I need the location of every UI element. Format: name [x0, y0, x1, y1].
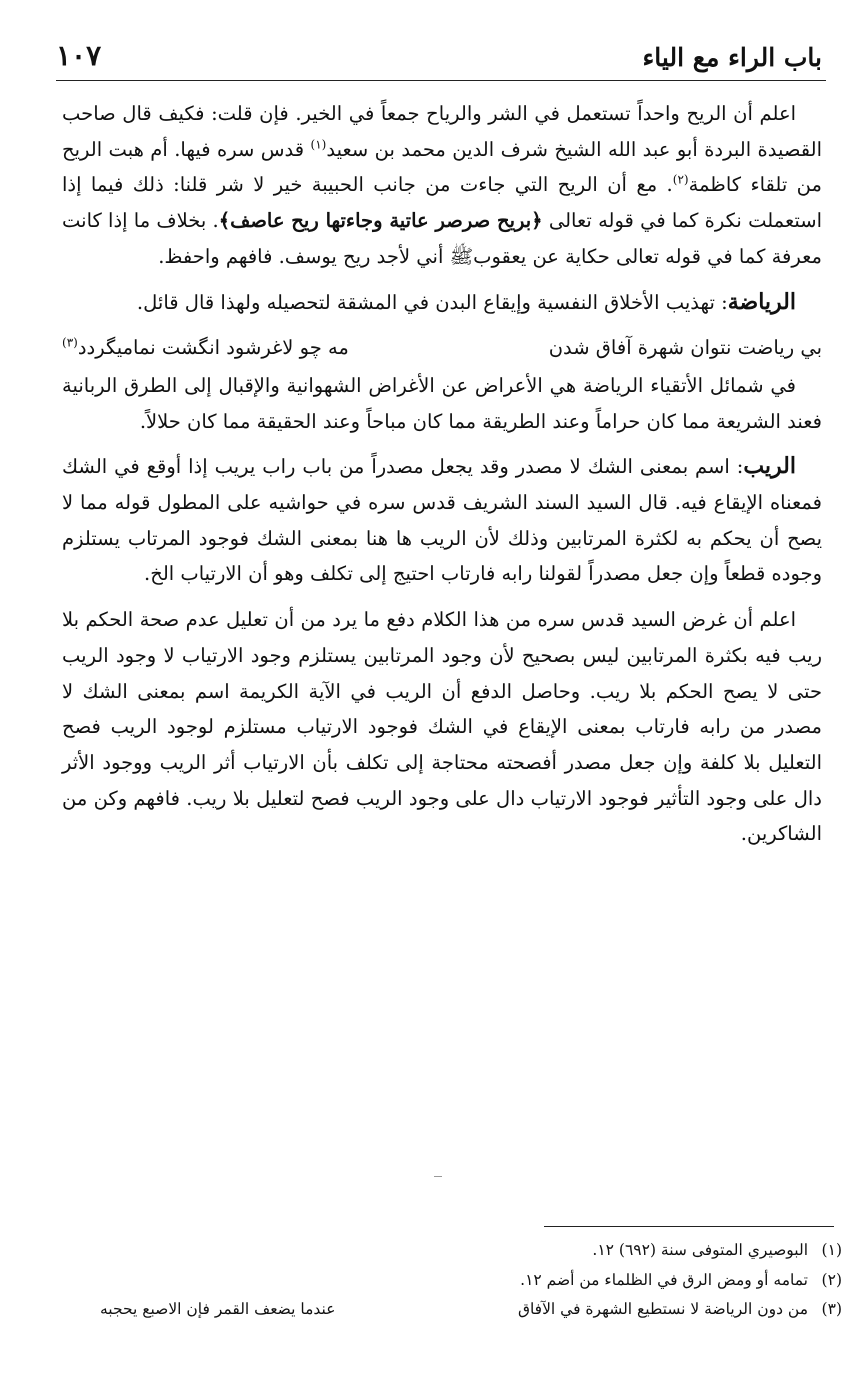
- footnote-number: (١): [821, 1241, 842, 1259]
- footnote-ref-1: (١): [310, 137, 327, 152]
- footnote-number: (٢): [821, 1270, 842, 1289]
- verse-text: مه چو لاغرشود انگشت نماميگردد: [77, 336, 349, 360]
- paragraph-shamail: في شمائل الأتقياء الرياضة هي الأعراض عن الأغراض الشهوانية والإقبال إلى الطرق الربانية فعند الشريعة مما كان حراماً وعند الطريقة مما كان مباحاً وعند الحقيقة مما كان حلالاً.: [62, 373, 822, 433]
- text-segment: . مع أن الريح التي جاءت من جانب الحبيبة خير لا شر قلنا: ذلك فيما إذا استعملت نكرة كما في قوله تعالى: [62, 173, 823, 233]
- entry-term: الرياضة: [727, 288, 796, 315]
- paragraph-commentary: اعلم أن غرض السيد قدس سره من هذا الكلام دفع ما يرد من أن تعليل عدم صحة الحكم بلا ريب فيه بكثرة المرتابين ليس بصحيح لأن وجود المرتابين يستلزم وجود الارتياب لا وجود الريب حتى لا يصح الحكم بلا ريب. وحاصل الدفع أن الريب في الآية الكريمة اسم بمعنى الشك لا مصدر من رابه فارتاب بمعنى الإيقاع في الشك فوجود الارتياب مستلزم لوجود الريب فصح التعليل بلا كلفة وإن جعل مصدر أفصحته محتاجة إلى تكلف بأن الارتياب أثر الريب ووجود الأثر دال على وجود التأثير فوجود الارتياب دال على وجود الريب فصح لتعليل بلا ريب. فافهم وكن من الشاكرين.: [62, 608, 822, 846]
- footnote-rule: [544, 1226, 834, 1227]
- footnote-2: [100, 1266, 842, 1296]
- footnote-1: [100, 1236, 842, 1266]
- quran-quote: ﴿بريح صرصر عاتية وجاءتها ريح عاصف﴾: [218, 209, 543, 233]
- main-text: [62, 96, 822, 862]
- paragraph-rayb: [62, 449, 822, 592]
- page-header: [56, 28, 822, 72]
- running-title: باب الراء مع الياء: [642, 43, 822, 72]
- text-segment: قدس سره فيها. أم هبت الريح من تلقاء كاظمة: [62, 137, 822, 197]
- footnote-text: تمامه أو ومض الرق في الظلماء من أضم ١٢.: [520, 1270, 808, 1289]
- footnote-hemistich-left: عندما يضعف القمر فإن الاصبع يحجبه: [100, 1300, 336, 1318]
- footnote-ref-3: (٣): [62, 335, 78, 350]
- footnote-3: [100, 1295, 842, 1325]
- page-number: ١٠٧: [56, 39, 102, 72]
- footnote-hemistich-right: من دون الرياضة لا نستطيع الشهرة في الآفاق: [517, 1300, 808, 1318]
- footnote-verse: [100, 1295, 808, 1325]
- verse-hemistich-left: [62, 330, 349, 366]
- verse-hemistich-right: بي رياضت نتوان شهرة آفاق شدن: [548, 336, 822, 360]
- paragraph-riyada: [62, 285, 822, 321]
- entry-definition: : تهذيب الأخلاق النفسية وإيقاع البدن في المشقة لتحصيله ولهذا قال قائل.: [136, 290, 728, 314]
- persian-verse: [62, 330, 822, 366]
- header-rule: [56, 80, 826, 81]
- text-segment: . بخلاف ما إذا كانت معرفة كما في قوله تعالى حكاية عن يعقوب: [62, 209, 822, 268]
- footnote-number: (٣): [821, 1300, 842, 1318]
- entry-term: الريب: [743, 453, 796, 480]
- paragraph-wind: [62, 96, 822, 275]
- footnote-text: البوصيري المتوفى سنة (٦٩٢) ١٢.: [592, 1241, 808, 1259]
- honorific-symbol: ﷺ: [449, 244, 474, 268]
- scan-mark: [434, 1176, 442, 1177]
- text-segment: اعلم أن الريح واحداً تستعمل في الشر والرياح جمعاً في الخير. فإن قلت: فكيف قال صاحب القصيدة البردة أبو عبد الله الشيخ شرف الدين محمد بن سعيد: [62, 102, 823, 161]
- entry-definition: : اسم بمعنى الشك لا مصدر وقد يجعل مصدراً من باب راب يريب إذا أوقع في الشك فمعناه الإيقاع فيه. قال السيد السند الشريف قدس سره في حواشيه على المطول قوله مما لا يصح أن يحكم به لكثرة المرتابين وذلك لأن الريب ها هنا بمعنى الشك فوجود المرتاب يستلزم وجوده قطعاً وإن جعل مصدراً لقولنا رابه فارتاب احتيج إلى تكلف وهو أن الارتياب الخ.: [62, 455, 822, 586]
- footnote-ref-2: (٢): [672, 172, 689, 187]
- footnotes: [100, 1236, 842, 1325]
- text-segment: أني لأجد ريح يوسف. فافهم واحفظ.: [158, 244, 450, 268]
